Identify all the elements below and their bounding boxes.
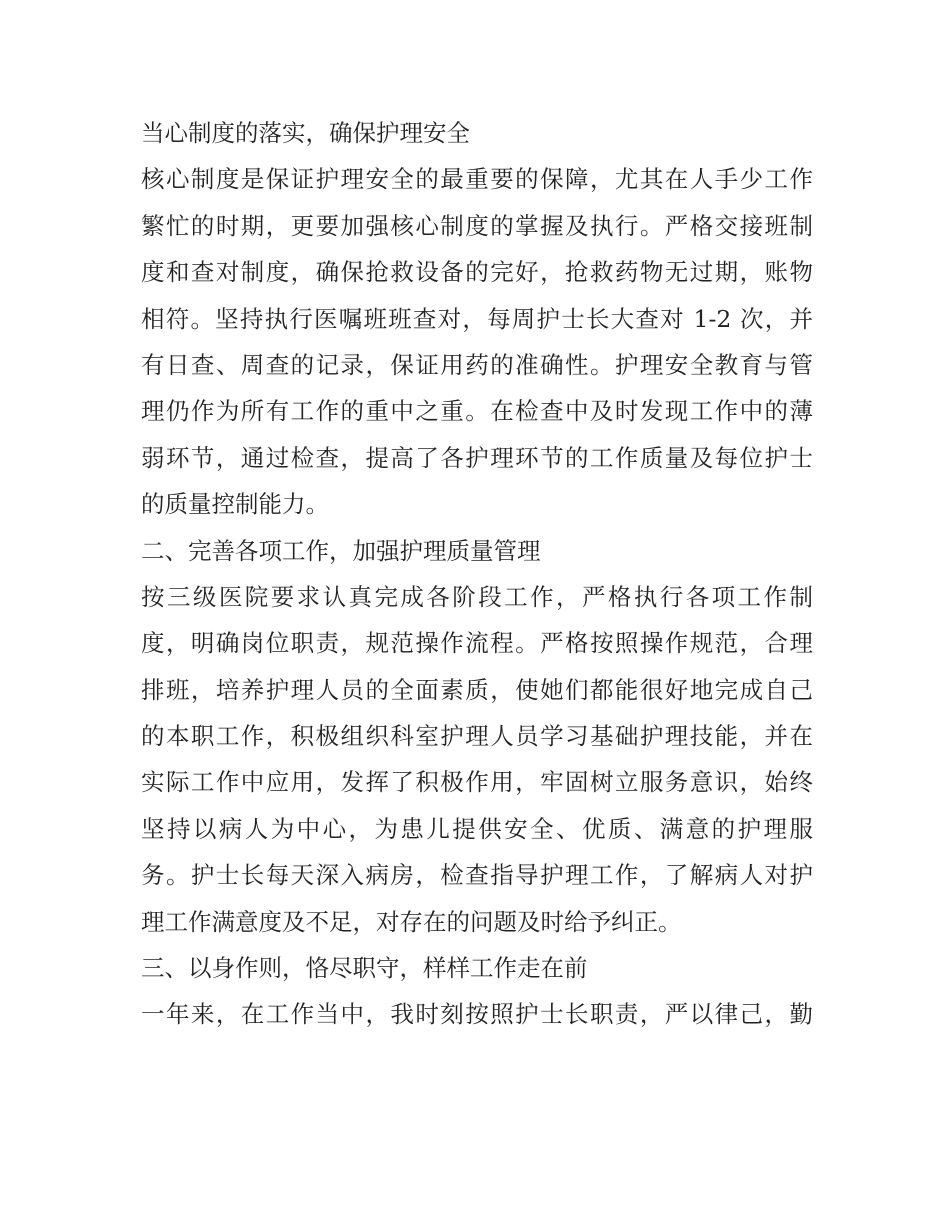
paragraph-line: 一年来，在工作当中，我时刻按照护士长职责，严以律己，勤	[141, 1000, 813, 1029]
section-heading: 二、完善各项工作，加强护理质量管理	[141, 536, 541, 565]
paragraph-line: 坚持以病人为中心，为患儿提供安全、优质、满意的护理服	[141, 814, 813, 843]
paragraph-line: 相符。坚持执行医嘱班班查对，每周护士长大查对 1-2 次，并	[141, 304, 813, 333]
heading-line: 当心制度的落实，确保护理安全	[141, 119, 470, 147]
paragraph-line: 核心制度是保证护理安全的最重要的保障，尤其在人手少工作	[141, 165, 813, 194]
document-body	[141, 110, 813, 1038]
paragraph-line: 的质量控制能力。	[141, 490, 329, 519]
paragraph-line: 有日查、周查的记录，保证用药的准确性。护理安全教育与管	[141, 350, 813, 379]
paragraph-line: 排班，培养护理人员的全面素质，使她们都能很好地完成自己	[141, 675, 813, 704]
paragraph-line: 的本职工作，积极组织科室护理人员学习基础护理技能，并在	[141, 722, 813, 751]
paragraph-line: 度和查对制度，确保抢救设备的完好，抢救药物无过期，账物	[141, 258, 813, 287]
paragraph-line: 繁忙的时期，更要加强核心制度的掌握及执行。严格交接班制	[141, 211, 813, 240]
paragraph-line: 实际工作中应用，发挥了积极作用，牢固树立服务意识，始终	[141, 768, 813, 797]
paragraph-line: 理工作满意度及不足，对存在的问题及时给予纠正。	[141, 907, 682, 936]
paragraph-line: 理仍作为所有工作的重中之重。在检查中及时发现工作中的薄	[141, 397, 813, 426]
paragraph-line: 按三级医院要求认真完成各阶段工作，严格执行各项工作制	[141, 582, 813, 611]
paragraph-line: 务。护士长每天深入病房，检查指导护理工作，了解病人对护	[141, 861, 813, 890]
paragraph-line: 弱环节，通过检查，提高了各护理环节的工作质量及每位护士	[141, 443, 813, 472]
paragraph-line: 度，明确岗位职责，规范操作流程。严格按照操作规范，合理	[141, 629, 813, 658]
section-heading: 三、以身作则，恪尽职守，样样工作走在前	[141, 954, 588, 983]
